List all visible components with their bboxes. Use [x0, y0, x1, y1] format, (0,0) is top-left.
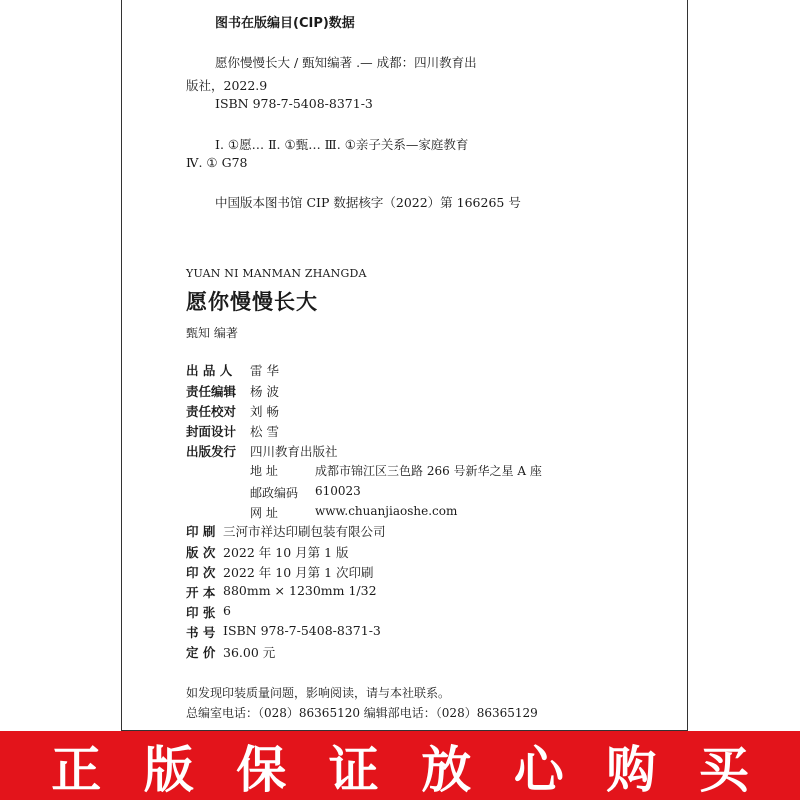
spec-label: 书 号 [186, 625, 216, 640]
publisher-label: 邮政编码 [250, 486, 299, 500]
staff-label: 责任编辑 [186, 384, 237, 399]
cip-isbn: ISBN 978-7-5408-8371-3 [215, 96, 373, 111]
staff-value: 四川教育出版社 [250, 444, 338, 459]
cip-classification: Ⅳ. ① G78 [186, 155, 248, 170]
spec-value: 6 [223, 603, 231, 618]
spec-label: 印 刷 [186, 524, 216, 539]
promo-banner-text [0, 731, 800, 800]
cip-line: 愿你慢慢长大 / 甄知编著 .— 成都：四川教育出 [215, 55, 477, 70]
banner-char: 心 [513, 740, 564, 799]
publisher-label: 地 址 [250, 464, 278, 478]
staff-value: 刘 畅 [250, 404, 279, 419]
spec-label: 定 价 [186, 645, 216, 660]
spec-value: ISBN 978-7-5408-8371-3 [223, 623, 381, 638]
staff-value: 杨 波 [250, 384, 279, 399]
banner-char: 保 [236, 740, 287, 799]
spec-value: 三河市祥达印刷包装有限公司 [223, 524, 386, 539]
banner-char: 放 [421, 740, 472, 799]
staff-value: 雷 华 [250, 363, 279, 378]
publisher-label: 网 址 [250, 506, 278, 520]
spec-value: 880mm × 1230mm 1/32 [223, 583, 377, 598]
spec-value: 2022 年 10 月第 1 版 [223, 545, 349, 560]
spec-value: 2022 年 10 月第 1 次印刷 [223, 565, 374, 580]
spec-label: 开 本 [186, 585, 216, 600]
staff-value: 松 雪 [250, 424, 279, 439]
spec-value: 36.00 元 [223, 645, 276, 660]
spec-label: 印 张 [186, 605, 216, 620]
cip-classification: Ⅰ. ①愿… Ⅱ. ①甄… Ⅲ. ①亲子关系—家庭教育 [215, 137, 469, 152]
spec-label: 版 次 [186, 545, 216, 560]
book-author: 甄知 编著 [186, 326, 238, 340]
staff-label: 封面设计 [186, 424, 237, 439]
banner-char: 证 [328, 740, 379, 799]
book-pinyin: YUAN NI MANMAN ZHANGDA [186, 267, 367, 280]
publisher-address: 成都市锦江区三色路 266 号新华之星 A 座 [315, 464, 542, 478]
spec-label: 印 次 [186, 565, 216, 580]
staff-label: 出 品 人 [186, 363, 233, 378]
banner-char: 正 [51, 740, 102, 799]
cip-line: 版社，2022.9 [186, 78, 268, 93]
footer-notice: 如发现印装质量问题，影响阅读，请与本社联系。 [186, 686, 451, 700]
banner-char: 买 [698, 740, 749, 799]
banner-char: 购 [606, 740, 657, 799]
book-title: 愿你慢慢长大 [186, 289, 318, 314]
publisher-website: www.chuanjiaoshe.com [315, 504, 458, 518]
cip-heading: 图书在版编目(CIP)数据 [215, 16, 355, 31]
publisher-postcode: 610023 [315, 484, 361, 498]
banner-char: 版 [143, 740, 194, 799]
staff-label: 责任校对 [186, 404, 237, 419]
staff-label: 出版发行 [186, 444, 237, 459]
footer-phones: 总编室电话：（028）86365120 编辑部电话：（028）86365129 [186, 706, 538, 720]
cip-record-number: 中国版本图书馆 CIP 数据核字（2022）第 166265 号 [215, 195, 521, 210]
